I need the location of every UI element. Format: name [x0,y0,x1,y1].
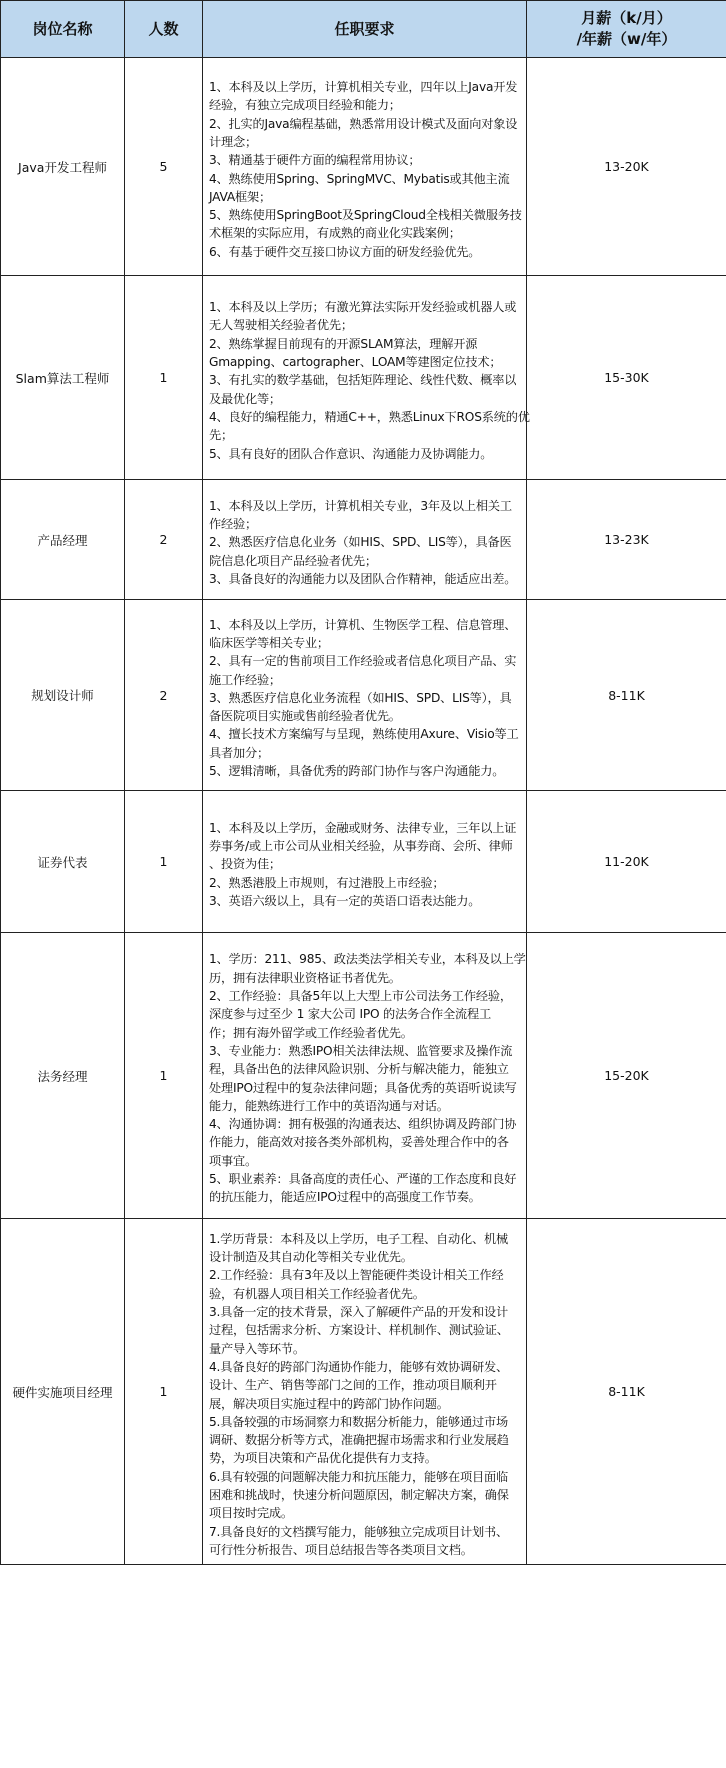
requirement-line: 施工作经验； [209,672,281,687]
requirement-line: 能力，能熟练进行工作中的英语沟通与对话。 [209,1098,449,1113]
requirements-list [209,1224,521,1559]
requirement-line: 处理IPO过程中的复杂法律问题；具备优秀的英语听说读写 [209,1080,517,1095]
requirement-line: 7.具备良好的文档撰写能力，能够独立完成项目计划书、 [209,1524,508,1539]
requirement-line: 3、专业能力：熟悉IPO相关法律法规、监管要求及操作流 [209,1043,513,1058]
job-title-cell: Java开发工程师 [1,58,125,276]
job-title-cell: 硬件实施项目经理 [1,1219,125,1565]
headcount-cell: 5 [125,58,203,276]
requirement-line: 先； [209,428,233,443]
requirement-line: 历，拥有法律职业资格证书者优先。 [209,970,401,985]
requirement-line: 作经验； [209,517,257,532]
requirements-list [209,944,526,1206]
job-title-cell: 证券代表 [1,791,125,933]
requirement-line: 2、工作经验：具备5年以上大型上市公司法务工作经验， [209,989,512,1004]
salary-cell: 11-20K [527,791,726,933]
table-row [1,933,726,1219]
requirement-line: 备医院项目实施或售前经验者优先。 [209,709,401,724]
salary-cell: 8-11K [527,1219,726,1565]
requirement-line: 5、职业素养：具备高度的责任心、严谨的工作态度和良好 [209,1171,517,1186]
salary-cell: 15-30K [527,276,726,480]
requirement-line: 量产导入等环节。 [209,1341,305,1356]
requirement-line: 4、沟通协调：拥有极强的沟通表达、组织协调及跨部门协 [209,1117,517,1132]
requirement-line: 3、有扎实的数学基础，包括矩阵理论、线性代数、概率以 [209,373,517,388]
headcount-cell: 1 [125,791,203,933]
requirement-line: 作；拥有海外留学或工作经验者优先。 [209,1025,413,1040]
requirement-line: 术框架的实际应用，有成熟的商业化实践案例； [209,226,461,241]
requirement-line: 设计制造及其自动化等相关专业优先。 [209,1250,413,1265]
requirement-line: 2、具有一定的售前项目工作经验或者信息化项目产品、实 [209,654,517,669]
salary-cell: 13-23K [527,480,726,600]
requirements-list [209,72,521,261]
header-requirements: 任职要求 [203,1,527,58]
requirement-line: 1、本科及以上学历，金融或财务、法律专业，三年以上证 [209,820,517,835]
requirement-line: 1、本科及以上学历，计算机相关专业，四年以上Java开发 [209,80,518,95]
requirement-line: 程，具备出色的法律风险识别、分析与解决能力，能独立 [209,1062,509,1077]
requirement-line: 、投资为佳； [209,857,281,872]
requirement-line: 6.具有较强的问题解决能力和抗压能力，能够在项目面临 [209,1469,508,1484]
requirement-line: 临床医学等相关专业； [209,635,329,650]
requirement-line: 1、本科及以上学历，计算机、生物医学工程、信息管理、 [209,617,517,632]
requirement-line: 3、精通基于硬件方面的编程常用协议； [209,153,421,168]
table-row [1,600,726,791]
requirements-cell [203,600,527,791]
requirement-line: 调研、数据分析等方式，准确把握市场需求和行业发展趋 [209,1433,509,1448]
requirement-line: 深度参与过至少 1 家大公司 IPO 的法务合作全流程工 [209,1007,491,1022]
requirement-line: 券事务/或上市公司从业相关经验，从事券商、会所、律师 [209,839,513,854]
table-row [1,58,726,276]
requirement-line: 及最优化等； [209,391,281,406]
requirement-line: 1.学历背景：本科及以上学历，电子工程、自动化、机械 [209,1231,508,1246]
requirement-line: 的抗压能力，能适应IPO过程中的高强度工作节奏。 [209,1190,481,1205]
requirement-line: Gmapping、cartographer、LOAM等建图定位技术； [209,355,502,370]
header-salary-line1: 月薪（k/月） [581,9,672,27]
requirement-line: 4、擅长技术方案编写与呈现，熟练使用Axure、Visio等工 [209,727,519,742]
requirement-line: 4、熟练使用Spring、SpringMVC、Mybatis或其他主流 [209,171,510,186]
requirement-line: 设计、生产、销售等部门之间的工作，推动项目顺利开 [209,1378,497,1393]
requirement-line: 困难和挑战时，快速分析问题原因，制定解决方案，确保 [209,1487,509,1502]
requirement-line: 1、本科及以上学历，计算机相关专业，3年及以上相关工 [209,498,512,513]
requirement-line: 项目按时完成。 [209,1506,293,1521]
header-count: 人数 [125,1,203,58]
headcount-cell: 1 [125,933,203,1219]
requirement-line: 5.具备较强的市场洞察力和数据分析能力，能够通过市场 [209,1414,508,1429]
requirement-line: 2、熟悉港股上市规则，有过港股上市经验； [209,875,445,890]
requirement-line: 3、具备良好的沟通能力以及团队合作精神，能适应出差。 [209,571,517,586]
job-title-cell: 规划设计师 [1,600,125,791]
requirements-list [209,292,530,463]
requirement-line: 5、逻辑清晰，具备优秀的跨部门协作与客户沟通能力。 [209,764,505,779]
requirement-line: 3、英语六级以上，具有一定的英语口语表达能力。 [209,893,481,908]
table-row [1,480,726,600]
headcount-cell: 1 [125,276,203,480]
table-body [1,58,726,1565]
requirement-line: 院信息化项目产品经验者优先； [209,553,377,568]
requirements-cell [203,933,527,1219]
requirements-cell [203,791,527,933]
requirement-line: 项事宜。 [209,1153,257,1168]
requirement-line: 作能力，能高效对接各类外部机构，妥善处理合作中的各 [209,1135,509,1150]
requirement-line: 计理念； [209,134,257,149]
requirement-line: 3、熟悉医疗信息化业务流程（如HIS、SPD、LIS等），具 [209,690,512,705]
header-title: 岗位名称 [1,1,125,58]
header-salary [527,1,726,58]
requirement-line: JAVA框架； [209,189,271,204]
requirement-line: 2、熟练掌握目前现有的开源SLAM算法，理解开源 [209,336,478,351]
requirement-line: 5、具有良好的团队合作意识、沟通能力及协调能力。 [209,446,493,461]
header-row [1,1,726,58]
requirements-cell [203,276,530,480]
requirement-line: 3.具备一定的技术背景，深入了解硬件产品的开发和设计 [209,1305,508,1320]
header-salary-line2: /年薪（w/年） [576,30,677,48]
requirement-line: 展，解决项目实施过程中的跨部门协作问题。 [209,1396,449,1411]
requirement-line: 6、有基于硬件交互接口协议方面的研发经验优先。 [209,244,481,259]
table-row [1,276,726,480]
job-title-cell: 法务经理 [1,933,125,1219]
requirement-line: 经验，有独立完成项目经验和能力； [209,98,401,113]
requirement-line: 1、学历：211、985、政法类法学相关专业，本科及以上学 [209,952,526,967]
job-title-cell: 产品经理 [1,480,125,600]
requirements-cell [203,1219,527,1565]
requirement-line: 可行性分析报告、项目总结报告等各类项目文档。 [209,1542,473,1557]
headcount-cell: 2 [125,600,203,791]
salary-cell: 15-20K [527,933,726,1219]
requirement-line: 2、扎实的Java编程基础，熟悉常用设计模式及面向对象设 [209,116,518,131]
job-title-cell: Slam算法工程师 [1,276,125,480]
requirement-line: 验，有机器人项目相关工作经验者优先。 [209,1286,425,1301]
headcount-cell: 2 [125,480,203,600]
requirement-line: 1、本科及以上学历；有激光算法实际开发经验或机器人或 [209,300,517,315]
salary-cell: 13-20K [527,58,726,276]
requirement-line: 4.具备良好的跨部门沟通协作能力，能够有效协调研发、 [209,1359,508,1374]
requirement-line: 无人驾驶相关经验者优先； [209,318,353,333]
requirement-line: 势，为项目决策和产品优化提供有力支持。 [209,1451,437,1466]
requirement-line: 过程，包括需求分析、方案设计、样机制作、测试验证、 [209,1323,509,1338]
requirement-line: 5、熟练使用SpringBoot及SpringCloud全栈相关微服务技 [209,208,522,223]
table-row [1,1219,726,1565]
requirement-line: 具者加分； [209,745,269,760]
requirement-line: 2、熟悉医疗信息化业务（如HIS、SPD、LIS等），具备医 [209,535,512,550]
table-row [1,791,726,933]
requirements-cell [203,58,527,276]
salary-cell: 8-11K [527,600,726,791]
requirement-line: 2.工作经验：具有3年及以上智能硬件类设计相关工作经 [209,1268,504,1283]
headcount-cell: 1 [125,1219,203,1565]
requirement-line: 4、良好的编程能力，精通C++，熟悉Linux下ROS系统的优 [209,409,530,424]
requirements-list [209,491,521,588]
requirements-list [209,813,521,910]
requirements-cell [203,480,527,600]
requirements-list [209,610,521,781]
